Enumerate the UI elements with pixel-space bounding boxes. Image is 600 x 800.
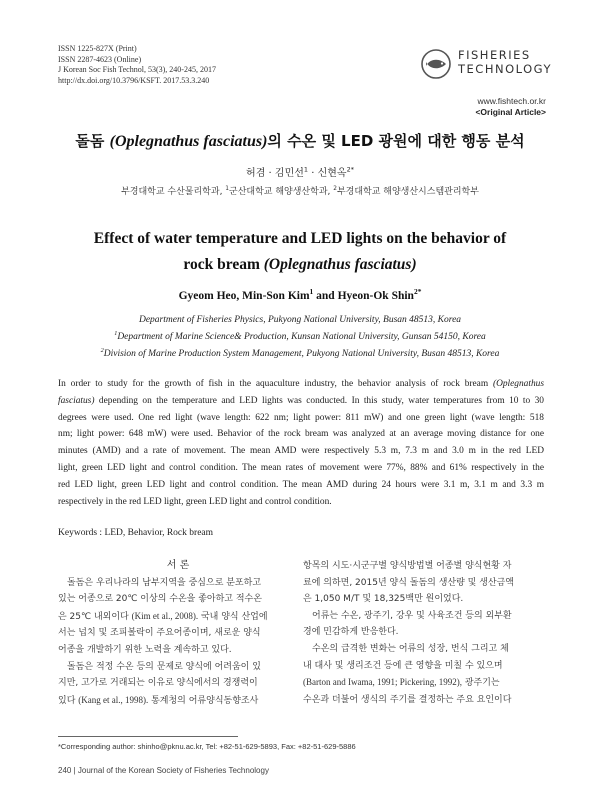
abstract xyxy=(58,376,544,510)
english-affiliation-1 xyxy=(0,329,600,346)
korean-affiliation-1-mark: 1 xyxy=(225,186,230,192)
issn-print: ISSN 1225-827X (Print) xyxy=(58,44,137,53)
article-type: <Original Article> xyxy=(475,107,546,117)
english-affiliation-2-text: Division of Marine Production System Management, Pukyong National University, Busan 48513, Korea xyxy=(103,349,500,359)
right-line-6 xyxy=(303,641,543,658)
abstract-species-2: fasciatus) xyxy=(58,395,95,406)
abstract-line-5: minutes (AMD) and a rate of movement. The mean AMD were respectively 5.3 m, 7.3 m and 3.0 m in the red LED xyxy=(58,446,544,457)
english-title-species: (Oplegnathus fasciatus) xyxy=(263,256,417,273)
abstract-species-1: (Oplegnathus xyxy=(492,379,544,389)
english-affiliation-2-mark: 2 xyxy=(100,347,104,354)
korean-affiliation-0: 부경대학교 수산물리학과, xyxy=(121,187,226,197)
english-title xyxy=(0,226,600,278)
corresponding-author-footnote: *Corresponding author: shinho@pknu.ac.kr, Tel: +82-51-629-5893, Fax: +82-51-629-5886 xyxy=(58,742,356,751)
abstract-line-4: nm; light power: 648 mW) were used. Behavior of the rock bream was analyzed at an average moving distance for one xyxy=(58,429,544,440)
doi-link[interactable]: http://dx.doi.org/10.3796/KSFT. 2017.53.3.240 xyxy=(58,75,210,85)
english-author-2-mark: 2* xyxy=(413,287,422,297)
english-title-line-1: Effect of water temperature and LED lights on the behavior of xyxy=(93,230,507,247)
right-line-6-text: 수온의 급격한 변화는 어류의 성장, 번식 그리고 체 xyxy=(312,643,509,654)
english-title-line-2 xyxy=(0,252,600,278)
left-line-1-text: 돌돔은 우리나라의 남부지역을 중심으로 분포하고 xyxy=(67,577,262,588)
left-line-6-text: 돌돔은 적정 수온 등의 문제로 양식에 어려움이 있 xyxy=(67,661,261,672)
citation-kim-2008: (Kim et al., 2008). xyxy=(131,610,199,621)
korean-affiliation-1: 군산대학교 해양생산학과, xyxy=(229,187,334,197)
korean-author-2: · 신현옥 xyxy=(308,168,347,179)
korean-title-suffix: 의 수온 및 LED 광원에 대한 행동 분석 xyxy=(267,132,525,150)
abstract-line-8: respectively in the red LED light, green LED light and control condition. xyxy=(58,496,332,507)
left-line-5: 어종을 개발하기 위한 노력을 계속하고 있다. xyxy=(58,644,232,655)
right-line-4-text: 어류는 수온, 광주기, 강우 및 사육조건 등의 외부환 xyxy=(312,610,512,621)
korean-title-prefix: 돌돔 xyxy=(75,132,110,150)
korean-affiliation-2: 부경대학교 해양생산시스템관리학부 xyxy=(336,187,479,197)
logo-line-1: FISHERIES xyxy=(458,48,531,62)
left-line-7: 지만, 고가로 거래되는 이유로 양식에서의 경쟁력이 xyxy=(58,678,258,689)
right-line-3: 은 1,050 M/T 및 18,325백만 원이었다. xyxy=(303,594,464,605)
abstract-line-1 xyxy=(58,376,544,393)
english-author-1: Gyeom Heo, Min-Son Kim xyxy=(178,290,310,302)
journal-citation: J Korean Soc Fish Technol, 53(3), 240-245, 2017 xyxy=(58,65,216,74)
left-line-1 xyxy=(58,575,298,592)
footnote-divider xyxy=(58,736,238,737)
citation-kang-1998: (Kang et al., 1998). xyxy=(78,694,149,705)
korean-author-2-mark: 2* xyxy=(346,165,354,174)
logo-wordmark xyxy=(458,48,552,76)
right-line-8-tail: 광주기는 xyxy=(461,678,500,689)
body-column-left xyxy=(58,558,298,709)
korean-author-1-mark: 1 xyxy=(303,165,309,174)
english-affiliation-2 xyxy=(0,346,600,363)
left-line-3-tail: 국내 양식 산업에 xyxy=(198,611,268,622)
left-line-6 xyxy=(58,659,298,676)
right-line-2: 료에 의하면, 2015년 양식 돌돔의 생산량 및 생산금액 xyxy=(303,577,514,588)
english-authors xyxy=(0,287,600,302)
fisheries-logo-icon xyxy=(420,48,452,80)
abstract-line-1-text: In order to study for the growth of fish in the aquaculture industry, the behavior analysis of rock bream xyxy=(58,379,493,389)
english-author-2: and Hyeon-Ok Shin xyxy=(313,290,414,302)
english-title-prefix: rock bream xyxy=(183,256,264,273)
page-footer: 240 | Journal of the Korean Society of Fisheries Technology xyxy=(58,766,269,775)
abstract-line-7: red LED light, green LED light and control condition. The mean AMD during 24 hours were 3.1 m, 3.1 m and 3.3 m xyxy=(58,479,544,490)
left-line-8 xyxy=(58,692,298,710)
korean-title xyxy=(0,130,600,151)
right-line-8 xyxy=(303,674,543,692)
english-affiliations xyxy=(0,312,600,363)
right-line-4 xyxy=(303,608,543,625)
left-line-3 xyxy=(58,608,298,626)
section-heading-introduction: 서 론 xyxy=(166,560,190,571)
english-author-1-mark: 1 xyxy=(309,287,314,297)
journal-url[interactable]: www.fishtech.or.kr xyxy=(477,96,546,106)
abstract-line-2 xyxy=(58,393,544,410)
left-line-3-text: 은 25℃ 내외이다 xyxy=(58,611,132,622)
right-line-9: 수온과 더불어 생식의 주기를 결정하는 주요 요인이다 xyxy=(303,694,512,705)
keywords: Keywords : LED, Behavior, Rock bream xyxy=(58,528,214,538)
english-affiliation-1-text: Department of Marine Science& Production, Kunsan National University, Gunsan 54150, Korea xyxy=(117,332,486,342)
abstract-line-2-text: depending on the temperature and LED lights was conducted. In this study, water temperatures from 10 to 30 xyxy=(94,395,544,406)
korean-affiliations xyxy=(0,184,600,197)
korean-author-1: 허겸 · 김민선 xyxy=(246,168,304,179)
right-line-5: 경에 민감하게 반응한다. xyxy=(303,627,399,638)
journal-logo xyxy=(420,44,553,117)
abstract-line-3: degrees were used. One red light (wave length: 622 nm; light power: 811 mW) and one green light (wave length: 518 xyxy=(58,412,544,423)
korean-affiliation-2-mark: 2 xyxy=(333,186,337,192)
korean-title-species: (Oplegnathus fasciatus) xyxy=(109,133,268,150)
abstract-line-6: light, green LED light and control condition. The mean rates of movement were 77%, 88% and 61% respectively in the xyxy=(58,462,544,473)
left-line-4: 서는 넙치 및 조피볼락이 주요어종이며, 새로운 양식 xyxy=(58,628,261,639)
english-affiliation-1-mark: 1 xyxy=(114,330,118,337)
citation-barton-pickering: (Barton and Iwama, 1991; Pickering, 1992), xyxy=(303,677,462,688)
left-line-8-tail: 통계청의 어류양식동향조사 xyxy=(148,695,259,706)
right-line-7: 내 대사 및 생리조건 등에 큰 영향을 미칠 수 있으며 xyxy=(303,660,503,671)
issn-online: ISSN 2287-4623 (Online) xyxy=(58,54,142,64)
logo-line-2: TECHNOLOGY xyxy=(458,62,553,76)
korean-authors xyxy=(0,164,600,179)
left-line-8-text: 있다 xyxy=(58,695,79,706)
english-affiliation-0: Department of Fisheries Physics, Pukyong National University, Busan 48513, Korea xyxy=(138,315,462,325)
right-line-1: 항목의 시도·시군구별 양식방법별 어종별 양식현황 자 xyxy=(303,561,512,571)
left-line-2: 있는 어종으로 20℃ 이상의 수온을 좋아하고 적수온 xyxy=(58,594,262,605)
journal-info xyxy=(58,44,216,86)
body-column-right xyxy=(303,558,543,708)
